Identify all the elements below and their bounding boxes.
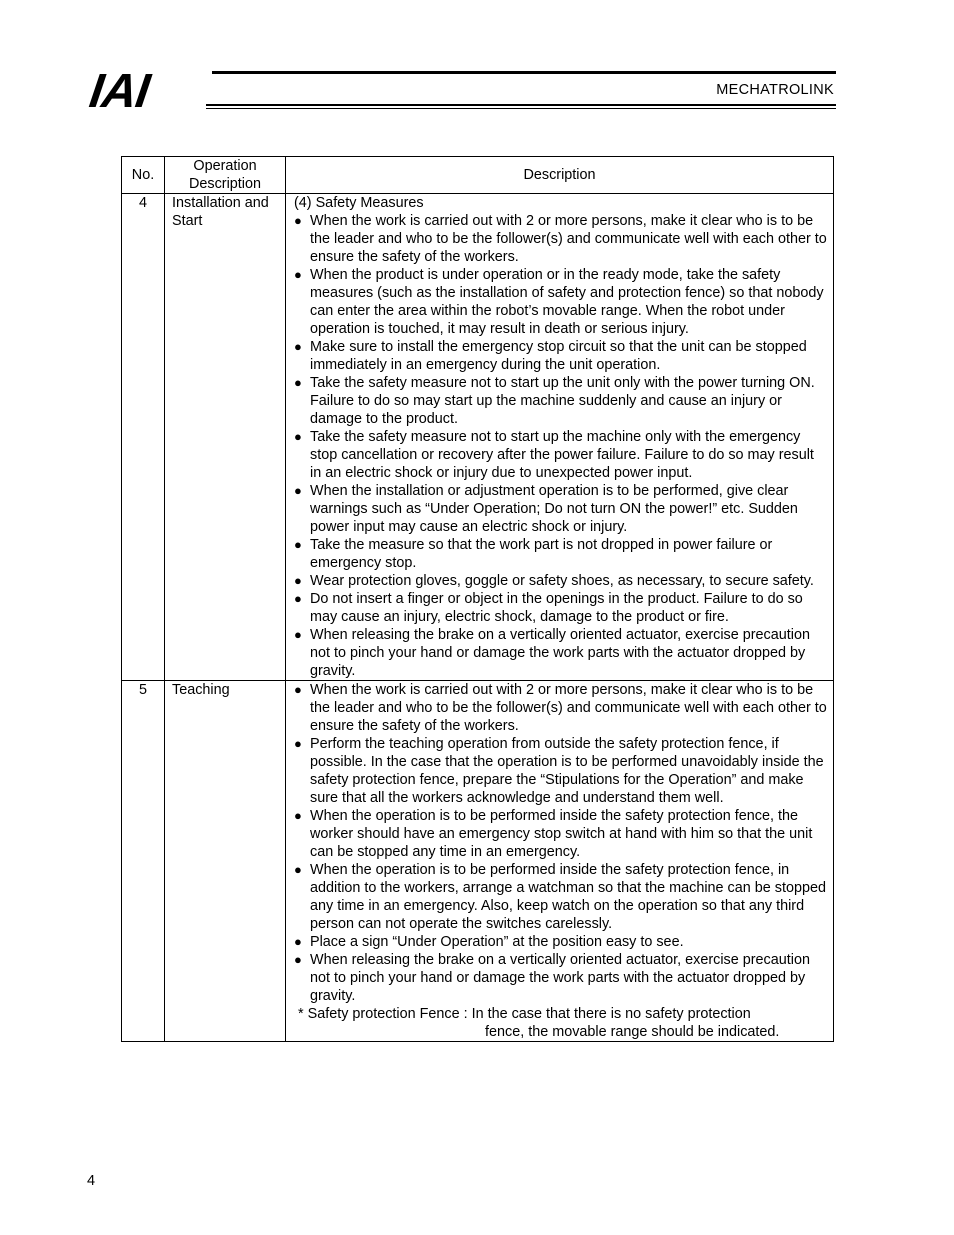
header-description: Description xyxy=(286,157,834,194)
product-title: MECHATROLINK xyxy=(716,82,834,98)
row-description xyxy=(286,194,834,681)
row-operation: Teaching xyxy=(165,681,286,1042)
bullet-list xyxy=(294,212,829,680)
bullet-icon: ● xyxy=(294,682,302,697)
bullet-list xyxy=(294,681,829,1005)
bullet-icon: ● xyxy=(294,934,302,949)
bullet-icon: ● xyxy=(294,339,302,354)
header-rule-thick xyxy=(212,71,836,74)
table-row xyxy=(122,194,834,681)
list-item: ● When the work is carried out with 2 or more persons, make it clear who is to be the leader and who to be the follower(s) and communicate well with each other to ensure the safety of the workers. xyxy=(294,213,827,265)
header-operation xyxy=(165,157,286,194)
list-item: ● Place a sign “Under Operation” at the position easy to see. xyxy=(294,934,684,950)
header-rule-thin xyxy=(206,104,836,106)
bullet-icon: ● xyxy=(294,808,302,823)
row-number: 4 xyxy=(122,194,165,681)
fence-note: * Safety protection Fence : In the case that there is no safety protection xyxy=(298,1006,751,1022)
list-item: ● Take the safety measure not to start up the machine only with the emergency stop cancellation or recovery after the power failure. Failure to do so may result in an electric shock or injury due to unexpected power input. xyxy=(294,429,814,481)
table-header-row xyxy=(122,157,834,194)
header-operation-line1: Operation xyxy=(193,158,257,174)
fence-note-continued: fence, the movable range should be indicated. xyxy=(485,1024,780,1040)
bullet-icon: ● xyxy=(294,627,302,642)
page-number: 4 xyxy=(87,1173,96,1189)
list-item: ● Take the safety measure not to start up the unit only with the power turning ON. Failure to do so may start up the machine suddenly and cause an injury or damage to the product. xyxy=(294,375,815,427)
bullet-icon: ● xyxy=(294,537,302,552)
list-item: ● Wear protection gloves, goggle or safety shoes, as necessary, to secure safety. xyxy=(294,573,814,589)
bullet-icon: ● xyxy=(294,483,302,498)
header-operation-line2: Description xyxy=(189,176,261,192)
list-item: ● Do not insert a finger or object in the openings in the product. Failure to do so may cause an injury, electric shock, damage to the product or fire. xyxy=(294,591,803,625)
row-operation: Installation and Start xyxy=(165,194,286,681)
list-item: ● When releasing the brake on a vertically oriented actuator, exercise precaution not to pinch your hand or damage the work parts with the actuator dropped by gravity. xyxy=(294,627,810,679)
list-item: ● Make sure to install the emergency stop circuit so that the unit can be stopped immediately in an emergency during the unit operation. xyxy=(294,339,807,373)
row-number: 5 xyxy=(122,681,165,1042)
section-heading: (4) Safety Measures xyxy=(294,195,424,211)
bullet-icon: ● xyxy=(294,375,302,390)
bullet-icon: ● xyxy=(294,267,302,282)
list-item: ● When the installation or adjustment operation is to be performed, give clear warnings such as “Under Operation; Do not turn ON the power!” etc. Sudden power input may cause an electric shock or injury. xyxy=(294,483,798,535)
list-item: ● When releasing the brake on a vertically oriented actuator, exercise precaution not to pinch your hand or damage the work parts with the actuator dropped by gravity. xyxy=(294,952,810,1004)
row-description xyxy=(286,681,834,1042)
bullet-icon: ● xyxy=(294,573,302,588)
bullet-icon: ● xyxy=(294,591,302,606)
header-rule-thin-2 xyxy=(206,108,836,109)
list-item: ● Perform the teaching operation from outside the safety protection fence, if possible. In the case that the operation is to be performed unavoidably inside the safety protection fence, prepare the “Stipulations for the Operation” and make sure that all the workers acknowledge and understand them well. xyxy=(294,736,824,806)
list-item: ● When the operation is to be performed inside the safety protection fence, in addition to the workers, arrange a watchman so that the machine can be stopped any time in an emergency. Also, keep watch on the operation so that any third person can not operate the switches carelessly. xyxy=(294,862,826,932)
table-row xyxy=(122,681,834,1042)
list-item: ● When the operation is to be performed inside the safety protection fence, the worker should have an emergency stop switch at hand with him so that the unit can be stopped any time in an emergency. xyxy=(294,808,813,860)
iai-logo: IAI xyxy=(86,65,153,118)
header-no: No. xyxy=(122,157,165,194)
bullet-icon: ● xyxy=(294,429,302,444)
bullet-icon: ● xyxy=(294,952,302,967)
bullet-icon: ● xyxy=(294,213,302,228)
list-item: ● Take the measure so that the work part is not dropped in power failure or emergency stop. xyxy=(294,537,773,571)
list-item: ● When the work is carried out with 2 or more persons, make it clear who is to be the leader and who to be the follower(s) and communicate well with each other to ensure the safety of the workers. xyxy=(294,682,827,734)
list-item: ● When the product is under operation or in the ready mode, take the safety measures (such as the installation of safety and protection fence) so that nobody can enter the area within the robot’s movable range. When the robot under operation is touched, it may result in death or serious injury. xyxy=(294,267,824,337)
bullet-icon: ● xyxy=(294,862,302,877)
bullet-icon: ● xyxy=(294,736,302,751)
safety-table xyxy=(121,156,834,1042)
